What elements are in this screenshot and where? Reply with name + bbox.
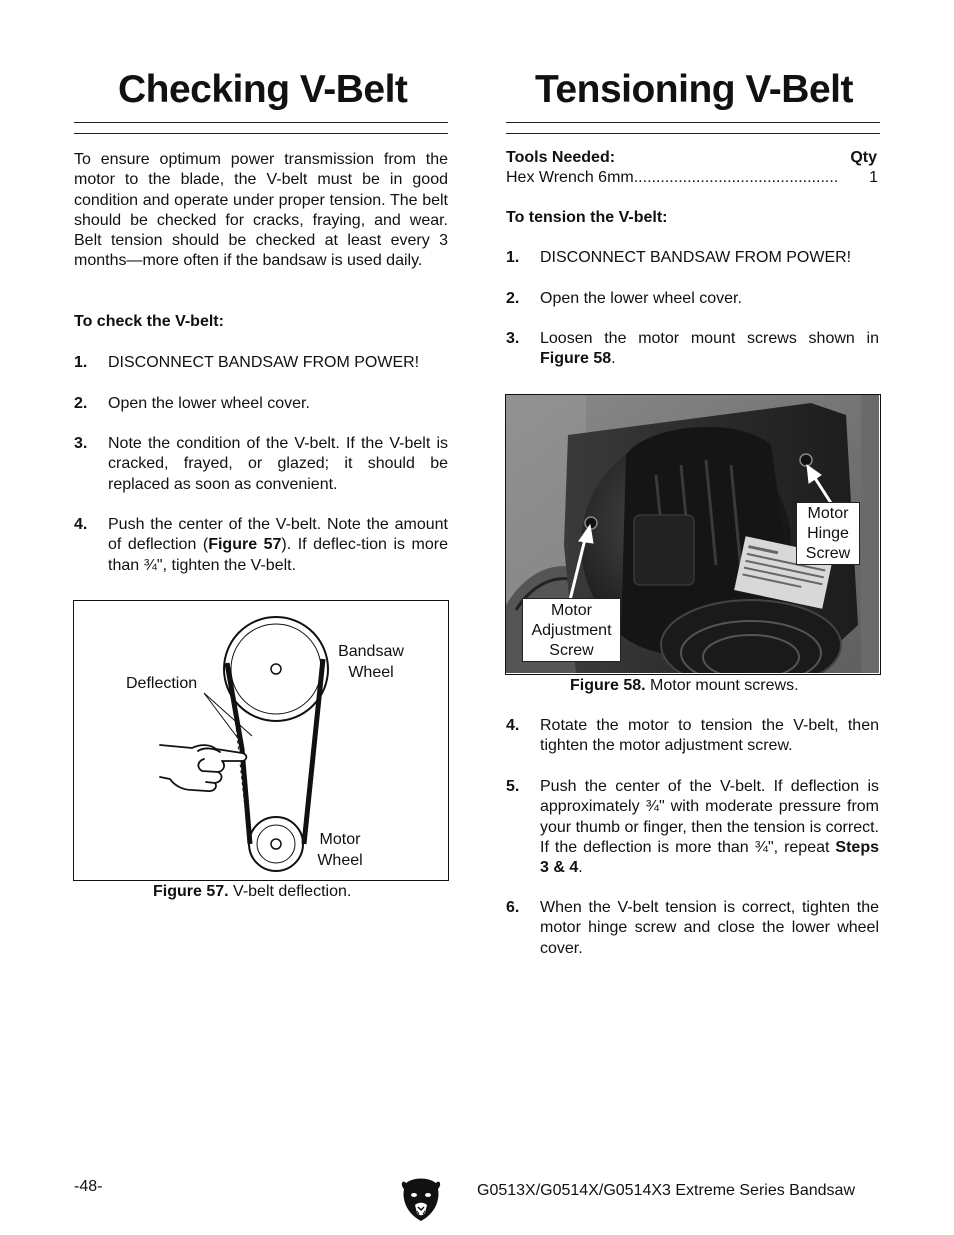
qty-header: Qty: [850, 149, 877, 166]
model-text: G0513X/G0514X/G0514X3 Extreme Series Bandsaw: [477, 1182, 855, 1199]
figure-reference: Figure 58: [540, 350, 612, 368]
step-text-part: Push the center of the V-belt. Note the amount of deflection (: [108, 516, 448, 554]
callout-line: Adjustment: [531, 622, 612, 639]
left-title-rule-top: [74, 122, 448, 123]
v-belt-right-side: [304, 659, 323, 844]
step-number: 1.: [506, 249, 520, 266]
figure-57-caption: [153, 883, 351, 901]
step-text: [108, 515, 448, 576]
step-number: 1.: [74, 354, 88, 371]
tool-qty: 1: [869, 169, 878, 186]
left-intro-paragraph: To ensure optimum power transmission from the motor to the blade, the V-belt must be in good condition and operate under proper tension. The belt should be checked for cracks, fraying, and wear. Belt tension should be checked at least every 3 months—more often if the bandsaw is used daily.: [74, 151, 448, 270]
callout-line: Screw: [549, 642, 594, 659]
step-text: Open the lower wheel cover.: [540, 290, 742, 307]
motor-wheel-hub: [271, 839, 281, 849]
right-title-rule-bottom: [506, 133, 880, 134]
right-title-rule-top: [506, 122, 880, 123]
tools-needed-header: Tools Needed:: [506, 149, 616, 166]
pointing-hand-icon: [160, 745, 246, 791]
step-text: Open the lower wheel cover.: [108, 395, 310, 412]
motor-hinge-screw-callout: [796, 502, 860, 565]
motor-wheel-label-line2: Wheel: [317, 851, 363, 869]
step-number: 3.: [74, 435, 88, 452]
motor-wheel-label: [310, 830, 370, 871]
step-number: 4.: [506, 717, 520, 734]
page-number: -48-: [74, 1178, 103, 1195]
bandsaw-wheel-label-line1: Bandsaw: [338, 643, 404, 660]
step-text-part: Push the center of the V-belt. If deflection is approximately ¾" with moderate pressure from your thumb or finger, then the tension is correct. If the deflection is more than ¾", repeat: [540, 778, 879, 856]
callout-line: Screw: [805, 545, 851, 562]
step-number: 6.: [506, 899, 520, 916]
step-number: 2.: [74, 395, 88, 412]
motor-hinge-screw-icon: [800, 454, 812, 466]
figure-57-box: [73, 600, 449, 881]
step-text-part: ). If deflec-tion is more than ¾", tighten the V-belt.: [108, 536, 448, 574]
step-number: 3.: [506, 330, 520, 347]
step-text: Note the condition of the V-belt. If the V-belt is cracked, frayed, or glazed; it should be replaced as soon as convenient.: [108, 435, 448, 493]
step-text: When the V-belt tension is correct, tighten the motor hinge screw and close the lower wheel cover.: [540, 899, 879, 957]
figure-58-caption: [570, 677, 799, 695]
motor-wheel-label-line1: Motor: [319, 831, 361, 848]
step-number: 2.: [506, 290, 520, 307]
bandsaw-wheel-hub: [271, 664, 281, 674]
step-text-part: .: [578, 859, 583, 877]
motor-adjustment-screw-icon: [585, 517, 597, 529]
steps-reference: Steps 3 & 4: [540, 838, 879, 877]
bandsaw-wheel-label: [326, 642, 416, 683]
step-text: DISCONNECT BANDSAW FROM POWER!: [540, 249, 852, 266]
callout-line: Motor: [551, 602, 592, 619]
step-number: 4.: [74, 516, 88, 533]
left-subheading: To check the V-belt:: [74, 313, 224, 330]
tool-item: Hex Wrench 6mm..............................................: [506, 169, 839, 186]
step-text-part: .: [611, 350, 616, 368]
right-subheading: To tension the V-belt:: [506, 209, 668, 226]
deflection-leader-line-2: [204, 693, 252, 736]
right-page-title: Tensioning V-Belt: [535, 68, 853, 111]
caption-text: Motor mount screws.: [645, 677, 799, 694]
callout-line: Motor: [807, 505, 849, 522]
deflection-label: Deflection: [126, 675, 198, 692]
left-title-rule-bottom: [74, 133, 448, 134]
step-text: [540, 329, 879, 370]
grizzly-bear-logo-icon: [400, 1175, 442, 1223]
caption-label: Figure 57.: [153, 883, 229, 900]
bandsaw-wheel-label-line2: Wheel: [348, 663, 394, 681]
callout-line: Hinge: [807, 525, 849, 542]
caption-text: V-belt deflection.: [228, 883, 352, 900]
figure-reference: Figure 57: [208, 536, 282, 554]
step-text: Rotate the motor to tension the V-belt, then tighten the motor adjustment screw.: [540, 717, 879, 755]
step-number: 5.: [506, 778, 520, 795]
figure-58-photo: [505, 394, 881, 675]
step-text: DISCONNECT BANDSAW FROM POWER!: [108, 354, 420, 371]
motor-adjustment-screw-callout: [522, 598, 621, 662]
left-page-title: Checking V-Belt: [118, 68, 408, 111]
step-text-part: Loosen the motor mount screws shown in: [540, 330, 879, 347]
caption-label: Figure 58.: [570, 677, 646, 694]
step-text: [540, 777, 879, 878]
